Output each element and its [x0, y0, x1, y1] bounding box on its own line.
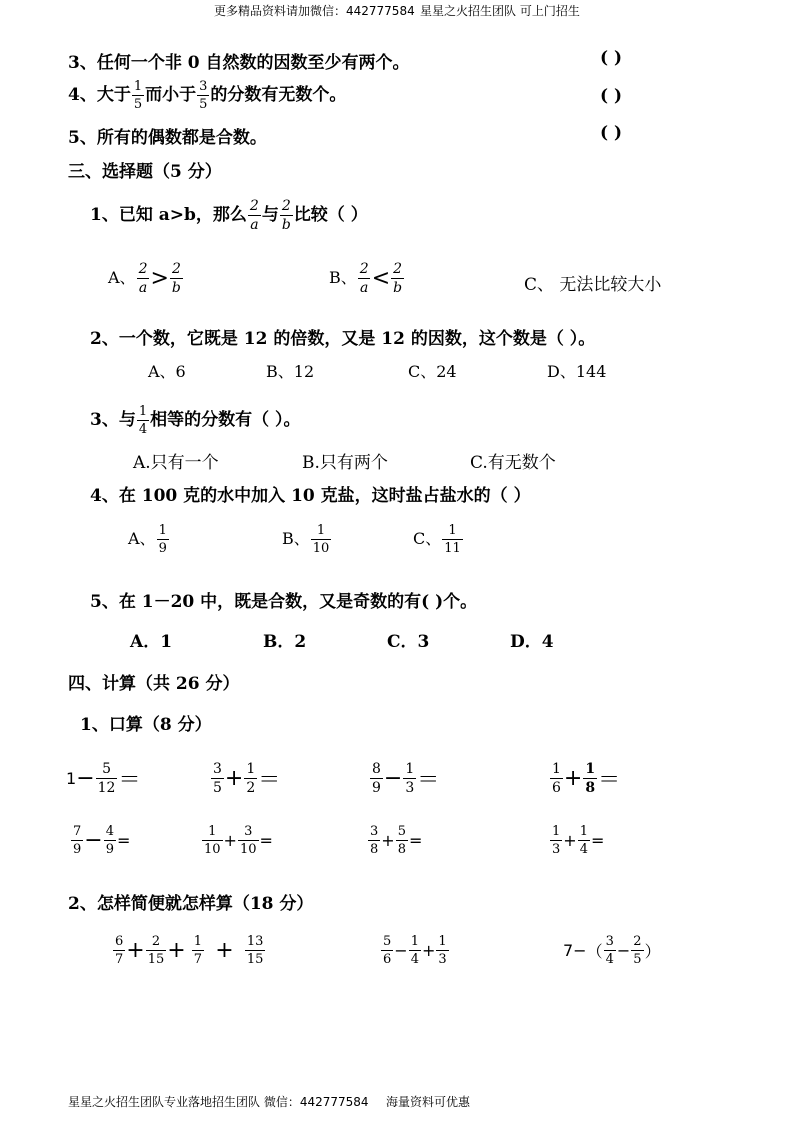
q1-option-c[interactable]: C、 无法比较大小	[524, 275, 662, 295]
q2-option-b[interactable]: B、12	[266, 362, 315, 381]
q2-option-c[interactable]: C、24	[408, 362, 457, 381]
q4-option-b[interactable]: B、 $\frac{1}{10}$	[282, 523, 330, 556]
q1-option-b[interactable]: B、 $\frac{2}{a}$ < $\frac{2}{b}$	[329, 261, 403, 296]
oral-expr-4: $\frac{1}{6}$ + $\frac{1}{8}$ ＝	[552, 761, 621, 796]
choice-q4: 4、在 100 克的水中加入 10 克盐，这时盐占盐水的（ ）	[90, 486, 531, 506]
header-right: 星星之火招生团队 可上门招生	[420, 4, 580, 18]
header-left: 更多精品资料请加微信：442777584	[214, 4, 415, 18]
judge-q4: 4、大于 $\frac{1}{5}$ 而小于 $\frac{3}{5}$ 的分数有无数个。	[68, 79, 347, 112]
judge-q5: 5、所有的偶数都是合数。	[68, 128, 267, 148]
choice-q5: 5、在 1－20 中，既是合数，又是奇数的有( )个。	[90, 592, 478, 612]
q2-option-a[interactable]: A、6	[148, 362, 186, 381]
answer-paren[interactable]: ( )	[600, 86, 623, 106]
choice-q3: 3、与 $\frac{1}{4}$ 相等的分数有（ ）。	[90, 404, 301, 437]
oral-expr-2: $\frac{3}{5}$ + $\frac{1}{2}$ ＝	[213, 761, 281, 796]
sub-oral-title: 1、口算（8 分）	[80, 715, 212, 735]
oral-expr-3: $\frac{8}{9}$ − $\frac{1}{3}$ ＝	[372, 761, 440, 796]
oral-expr-8: $\frac{1}{3}$ + $\frac{1}{4}$ =	[552, 824, 605, 857]
q1-option-a[interactable]: A、 $\frac{2}{a}$ > $\frac{2}{b}$	[108, 261, 181, 296]
section4-title: 四、计算（共 26 分）	[68, 674, 240, 694]
q3-option-a[interactable]: A.只有一个	[133, 453, 219, 473]
choice-q2: 2、一个数，它既是 12 的倍数，又是 12 的因数，这个数是（ ）。	[90, 329, 596, 349]
q5-option-a[interactable]: A．1	[130, 632, 173, 652]
oral-expr-5: $\frac{7}{9}$ − $\frac{4}{9}$ =	[73, 824, 131, 857]
answer-paren[interactable]: ( )	[600, 48, 623, 68]
choice-q1: 1、已知 a>b，那么 $\frac{2}{a}$ 与 $\frac{2}{b}$ 比较（ ）	[90, 198, 368, 233]
q4-option-a[interactable]: A、 $\frac{1}{9}$	[128, 523, 167, 556]
section3-title: 三、选择题（5 分）	[68, 162, 222, 182]
judge-q3: 3、任何一个非 0 自然数的因数至少有两个。	[68, 53, 410, 73]
simplify-expr-2: $\frac{5}{6}$ − $\frac{1}{4}$ + $\frac{1}{3}$	[383, 934, 447, 967]
q2-option-d[interactable]: D、144	[547, 362, 607, 381]
q5-option-d[interactable]: D．4	[510, 632, 554, 652]
oral-expr-7: $\frac{3}{8}$ + $\frac{5}{8}$ =	[370, 824, 423, 857]
oral-expr-1: 1− $\frac{5}{12}$ ＝	[66, 761, 141, 796]
sub-simplify-title: 2、怎样简便就怎样算（18 分）	[68, 894, 314, 914]
footer-right: 海量资料可优惠	[386, 1095, 471, 1109]
answer-paren[interactable]: ( )	[600, 123, 623, 143]
simplify-expr-3: 7−（ $\frac{3}{4}$ − $\frac{2}{5}$ ）	[563, 934, 661, 967]
q5-option-b[interactable]: B．2	[263, 632, 307, 652]
oral-expr-6: $\frac{1}{10}$ + $\frac{3}{10}$ =	[204, 824, 273, 857]
q4-option-c[interactable]: C、 $\frac{1}{11}$	[413, 523, 461, 556]
q3-option-b[interactable]: B.只有两个	[302, 453, 388, 473]
simplify-expr-1: $\frac{6}{7}$ + $\frac{2}{15}$ + $\frac{1}{7}$ + $\frac{13}{15}$	[115, 934, 264, 967]
q5-option-c[interactable]: C．3	[387, 632, 430, 652]
footer-left: 星星之火招生团队专业落地招生团队 微信：442777584	[68, 1095, 369, 1109]
q3-option-c[interactable]: C.有无数个	[470, 453, 556, 473]
